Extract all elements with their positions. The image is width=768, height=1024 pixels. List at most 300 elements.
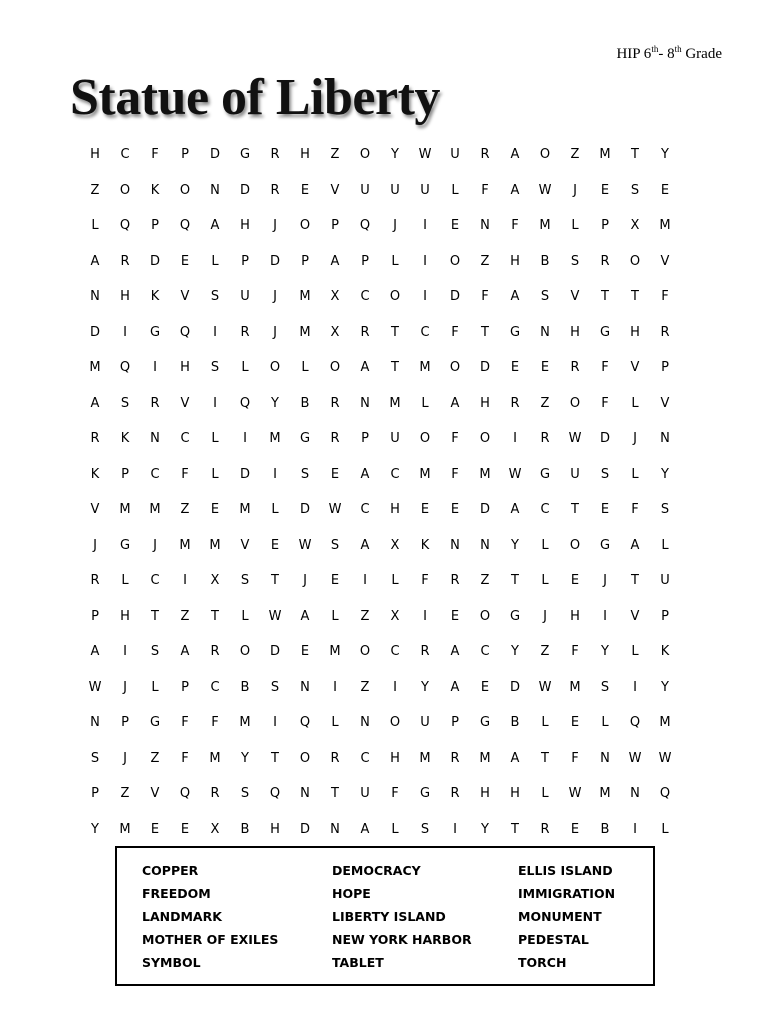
grid-letter: Z [540,395,550,411]
grid-letter: O [389,289,401,305]
grid-letter: I [423,608,427,624]
grid-letter: I [633,821,637,837]
grid-letter: L [301,360,309,376]
grid-letter: N [540,324,550,340]
grid-letter: C [360,289,370,305]
grid-letter: I [213,324,217,340]
grid-letter: Z [150,750,160,766]
grid-letter: D [89,324,100,340]
grid-letter: Y [271,395,279,411]
grid-letter: O [629,253,641,269]
grid-letter: P [121,466,129,482]
grid-letter: W [298,537,312,553]
grid-letter: P [301,253,309,269]
grid-letter: T [511,821,519,837]
grid-letter: G [599,537,611,553]
grid-letter: G [149,324,161,340]
grid-letter: B [240,679,250,695]
grid-letter: L [451,182,459,198]
grid-letter: S [540,289,550,305]
grid-letter: G [149,715,161,731]
grade-prefix: HIP 6 [616,46,652,62]
grid-letter: N [300,786,310,802]
grid-letter: L [631,644,639,660]
grid-letter: Z [180,502,190,518]
grid-letter: K [150,182,160,198]
grid-letter: I [273,466,277,482]
grid-letter: G [119,537,131,553]
grid-letter: O [479,608,491,624]
page-title: Statue of Liberty [70,69,440,126]
grid-letter: X [390,537,400,553]
grid-letter: N [90,715,100,731]
grid-letter: F [631,502,639,518]
grid-letter: H [630,324,640,340]
grid-letter: N [360,715,370,731]
grid-letter: T [211,608,219,624]
grid-letter: H [510,786,520,802]
grid-letter: E [180,821,190,837]
grid-letter: R [270,147,280,163]
grid-letter: J [573,182,577,198]
grid-letter: R [90,573,100,589]
grid-letter: L [391,253,399,269]
grid-letter: C [180,431,190,447]
grid-letter: A [450,644,460,660]
grid-letter: E [150,821,160,837]
word-bank-item: LIBERTY ISLAND [332,909,446,924]
grid-letter: F [421,573,429,589]
grid-letter: D [509,679,520,695]
grid-letter: I [243,431,247,447]
grade-sup-2: th [674,44,682,54]
grid-letter: P [661,608,669,624]
grid-letter: T [541,750,549,766]
grid-letter: T [391,324,399,340]
word-bank-item: PEDESTAL [518,932,589,947]
grid-letter: A [360,360,370,376]
grid-letter: H [90,147,100,163]
grid-letter: J [633,431,637,447]
grid-letter: Q [629,715,641,731]
grid-letter: K [420,537,430,553]
grid-letter: M [419,360,431,376]
grid-letter: E [450,502,460,518]
word-bank-item: IMMIGRATION [518,886,616,901]
grid-letter: F [601,395,609,411]
grid-letter: O [479,431,491,447]
grid-letter: F [451,431,459,447]
grid-letter: L [571,218,579,234]
grid-letter: Q [659,786,671,802]
grid-letter: Z [540,644,550,660]
grid-letter: R [210,644,220,660]
grid-letter: S [660,502,670,518]
grid-letter: F [601,360,609,376]
grid-letter: E [330,573,340,589]
grid-letter: R [480,147,490,163]
grid-letter: F [661,289,669,305]
grid-letter: Y [481,821,489,837]
grid-letter: M [479,750,491,766]
grid-letter: N [480,537,490,553]
grid-letter: N [150,431,160,447]
word-bank-item: MONUMENT [518,909,602,924]
grid-letter: R [90,431,100,447]
grid-letter: Y [511,644,519,660]
grade-middle: - 8 [658,46,675,62]
grid-letter: T [271,750,279,766]
grid-letter: G [599,324,611,340]
grid-letter: Y [391,147,399,163]
word-bank-item: SYMBOL [142,955,201,970]
grid-letter: H [390,750,400,766]
grid-letter: J [393,218,397,234]
grid-letter: L [421,395,429,411]
grid-letter: G [419,786,431,802]
grid-letter: R [450,786,460,802]
grid-letter: U [390,431,400,447]
grid-letter: A [450,395,460,411]
grid-letter: V [630,360,640,376]
grid-letter: K [660,644,670,660]
grid-letter: M [389,395,401,411]
grid-letter: U [420,182,430,198]
grid-letter: Y [91,821,99,837]
grid-letter: Y [661,147,669,163]
grid-letter: R [570,360,580,376]
grid-letter: O [449,253,461,269]
grid-letter: E [660,182,670,198]
grid-letter: J [153,537,157,553]
grid-letter: L [271,502,279,518]
grid-letter: I [273,715,277,731]
grid-letter: I [153,360,157,376]
grid-letter: S [300,466,310,482]
grid-letter: E [330,466,340,482]
grid-letter: S [330,537,340,553]
grid-letter: N [210,182,220,198]
grid-letter: L [121,573,129,589]
grid-letter: M [299,324,311,340]
grid-letter: F [481,182,489,198]
grid-letter: R [330,750,340,766]
grid-letter: K [90,466,100,482]
grid-letter: O [179,182,191,198]
grid-letter: J [93,537,97,553]
grid-letter: D [599,431,610,447]
grid-letter: W [418,147,432,163]
grid-letter: G [539,466,551,482]
grid-letter: S [120,395,130,411]
word-bank-item: NEW YORK HARBOR [332,932,472,947]
grid-letter: F [571,644,579,660]
grid-letter: A [510,289,520,305]
grid-letter: R [330,395,340,411]
grid-letter: I [513,431,517,447]
grid-letter: R [420,644,430,660]
grid-letter: D [299,502,310,518]
grid-letter: M [89,360,101,376]
grid-letter: T [631,289,639,305]
grid-letter: D [299,821,310,837]
grid-letter: F [571,750,579,766]
grid-letter: A [360,537,370,553]
grid-letter: C [360,502,370,518]
grid-letter: C [150,573,160,589]
grid-letter: I [363,573,367,589]
word-bank-item: ELLIS ISLAND [518,863,613,878]
grid-letter: I [633,679,637,695]
grid-letter: Y [241,750,249,766]
grid-letter: H [240,218,250,234]
grid-letter: H [480,395,490,411]
grid-letter: Q [179,324,191,340]
grid-letter: D [149,253,160,269]
grid-letter: H [510,253,520,269]
grid-letter: U [450,147,460,163]
grid-letter: Y [511,537,519,553]
grid-letter: V [90,502,100,518]
grid-letter: Q [299,715,311,731]
grid-letter: W [568,431,582,447]
grid-letter: A [180,644,190,660]
grid-letter: E [300,182,310,198]
grid-letter: W [568,786,582,802]
grid-letter: M [329,644,341,660]
grid-letter: W [328,502,342,518]
grid-letter: S [210,360,220,376]
grid-letter: N [480,218,490,234]
grid-letter: I [123,644,127,660]
grid-letter: Z [330,147,340,163]
grid-letter: S [90,750,100,766]
grid-letter: J [543,608,547,624]
grid-letter: L [91,218,99,234]
grid-letter: V [180,395,190,411]
grid-letter: N [330,821,340,837]
grid-letter: O [359,644,371,660]
grid-letter: W [268,608,282,624]
grid-letter: R [510,395,520,411]
grid-letter: P [181,147,189,163]
grid-letter: L [541,537,549,553]
grid-letter: L [541,715,549,731]
grid-letter: A [210,218,220,234]
grid-letter: L [631,395,639,411]
grid-letter: C [120,147,130,163]
grid-letter: F [481,289,489,305]
grid-letter: Z [570,147,580,163]
grid-letter: U [390,182,400,198]
grid-letter: R [600,253,610,269]
grid-letter: U [570,466,580,482]
grid-letter: V [570,289,580,305]
grid-letter: E [540,360,550,376]
grid-letter: I [453,821,457,837]
grid-letter: T [601,289,609,305]
grid-letter: F [181,750,189,766]
grid-letter: E [420,502,430,518]
grid-letter: L [661,537,669,553]
grid-letter: A [330,253,340,269]
grid-letter: N [630,786,640,802]
grid-letter: C [390,466,400,482]
grid-letter: F [451,324,459,340]
grid-letter: D [239,182,250,198]
grid-letter: C [210,679,220,695]
grid-letter: Y [601,644,609,660]
grid-letter: R [270,182,280,198]
grid-letter: D [269,253,280,269]
grid-letter: C [150,466,160,482]
grid-letter: R [660,324,670,340]
grid-letter: J [273,289,277,305]
grid-letter: L [541,573,549,589]
grid-letter: P [361,253,369,269]
grid-letter: R [540,431,550,447]
grid-letter: H [270,821,280,837]
word-bank-item: LANDMARK [142,909,222,924]
grid-letter: E [450,608,460,624]
grid-letter: C [360,750,370,766]
grid-letter: H [120,289,130,305]
grid-letter: V [150,786,160,802]
grid-letter: X [330,324,340,340]
grid-letter: I [333,679,337,695]
grid-letter: E [570,715,580,731]
grid-letter: L [661,821,669,837]
grid-letter: L [241,360,249,376]
grid-letter: Y [661,679,669,695]
grid-letter: B [510,715,520,731]
grid-letter: T [331,786,339,802]
grid-letter: K [150,289,160,305]
grid-letter: D [479,502,490,518]
grid-letter: Q [119,360,131,376]
grid-letter: T [631,573,639,589]
grid-letter: S [210,289,220,305]
grid-letter: D [239,466,250,482]
grid-letter: P [361,431,369,447]
grid-letter: J [123,679,127,695]
grid-letter: P [121,715,129,731]
grid-letter: M [299,289,311,305]
grid-letter: L [541,786,549,802]
grid-letter: V [180,289,190,305]
grid-letter: M [599,786,611,802]
grid-letter: Z [480,253,490,269]
grid-letter: Z [180,608,190,624]
grid-letter: X [630,218,640,234]
grid-letter: Q [179,786,191,802]
grid-letter: I [603,608,607,624]
grid-letter: A [360,821,370,837]
grid-letter: O [539,147,551,163]
grid-letter: A [90,253,100,269]
grid-letter: E [480,679,490,695]
grid-letter: M [659,218,671,234]
word-bank-box [115,846,655,986]
grid-letter: R [450,750,460,766]
grid-letter: O [449,360,461,376]
grid-letter: N [90,289,100,305]
grid-letter: R [450,573,460,589]
grid-letter: M [419,750,431,766]
grid-letter: Z [480,573,490,589]
grid-letter: P [151,218,159,234]
grid-letter: S [600,466,610,482]
grid-letter: T [391,360,399,376]
grid-letter: D [449,289,460,305]
grid-letter: U [240,289,250,305]
grid-letter: P [241,253,249,269]
grid-letter: Y [661,466,669,482]
grid-letter: L [331,608,339,624]
grid-letter: F [391,786,399,802]
grid-letter: F [151,147,159,163]
grid-letter: T [511,573,519,589]
grid-letter: P [91,608,99,624]
grid-letter: U [360,786,370,802]
grid-letter: M [269,431,281,447]
grid-letter: P [601,218,609,234]
grid-letter: J [303,573,307,589]
grid-letter: X [390,608,400,624]
grid-letter: W [538,182,552,198]
grid-letter: E [300,644,310,660]
grid-letter: O [419,431,431,447]
grid-letter: O [299,750,311,766]
grid-letter: J [273,218,277,234]
grid-letter: Q [179,218,191,234]
grid-letter: N [300,679,310,695]
grid-letter: P [181,679,189,695]
grade-label [616,44,722,63]
grid-letter: Z [360,679,370,695]
grid-letter: D [479,360,490,376]
grid-letter: I [393,679,397,695]
grid-letter: V [630,608,640,624]
grid-letter: O [299,218,311,234]
grid-letter: M [239,715,251,731]
grid-letter: T [151,608,159,624]
grid-letter: B [600,821,610,837]
grid-letter: L [241,608,249,624]
grid-letter: A [90,644,100,660]
grid-letter: B [300,395,310,411]
grid-letter: W [628,750,642,766]
grid-letter: A [450,679,460,695]
grid-letter: D [209,147,220,163]
grade-sup-1: th [651,44,659,54]
grid-letter: I [123,324,127,340]
grid-letter: W [508,466,522,482]
grid-letter: A [90,395,100,411]
grid-letter: G [479,715,491,731]
grid-letter: F [451,466,459,482]
word-bank-item: FREEDOM [142,886,211,901]
grid-letter: M [239,502,251,518]
grid-letter: Z [90,182,100,198]
grid-letter: S [150,644,160,660]
grid-letter: E [450,218,460,234]
grid-letter: T [271,573,279,589]
grid-letter: M [659,715,671,731]
grid-letter: O [569,537,581,553]
grid-letter: A [300,608,310,624]
grid-letter: A [510,147,520,163]
